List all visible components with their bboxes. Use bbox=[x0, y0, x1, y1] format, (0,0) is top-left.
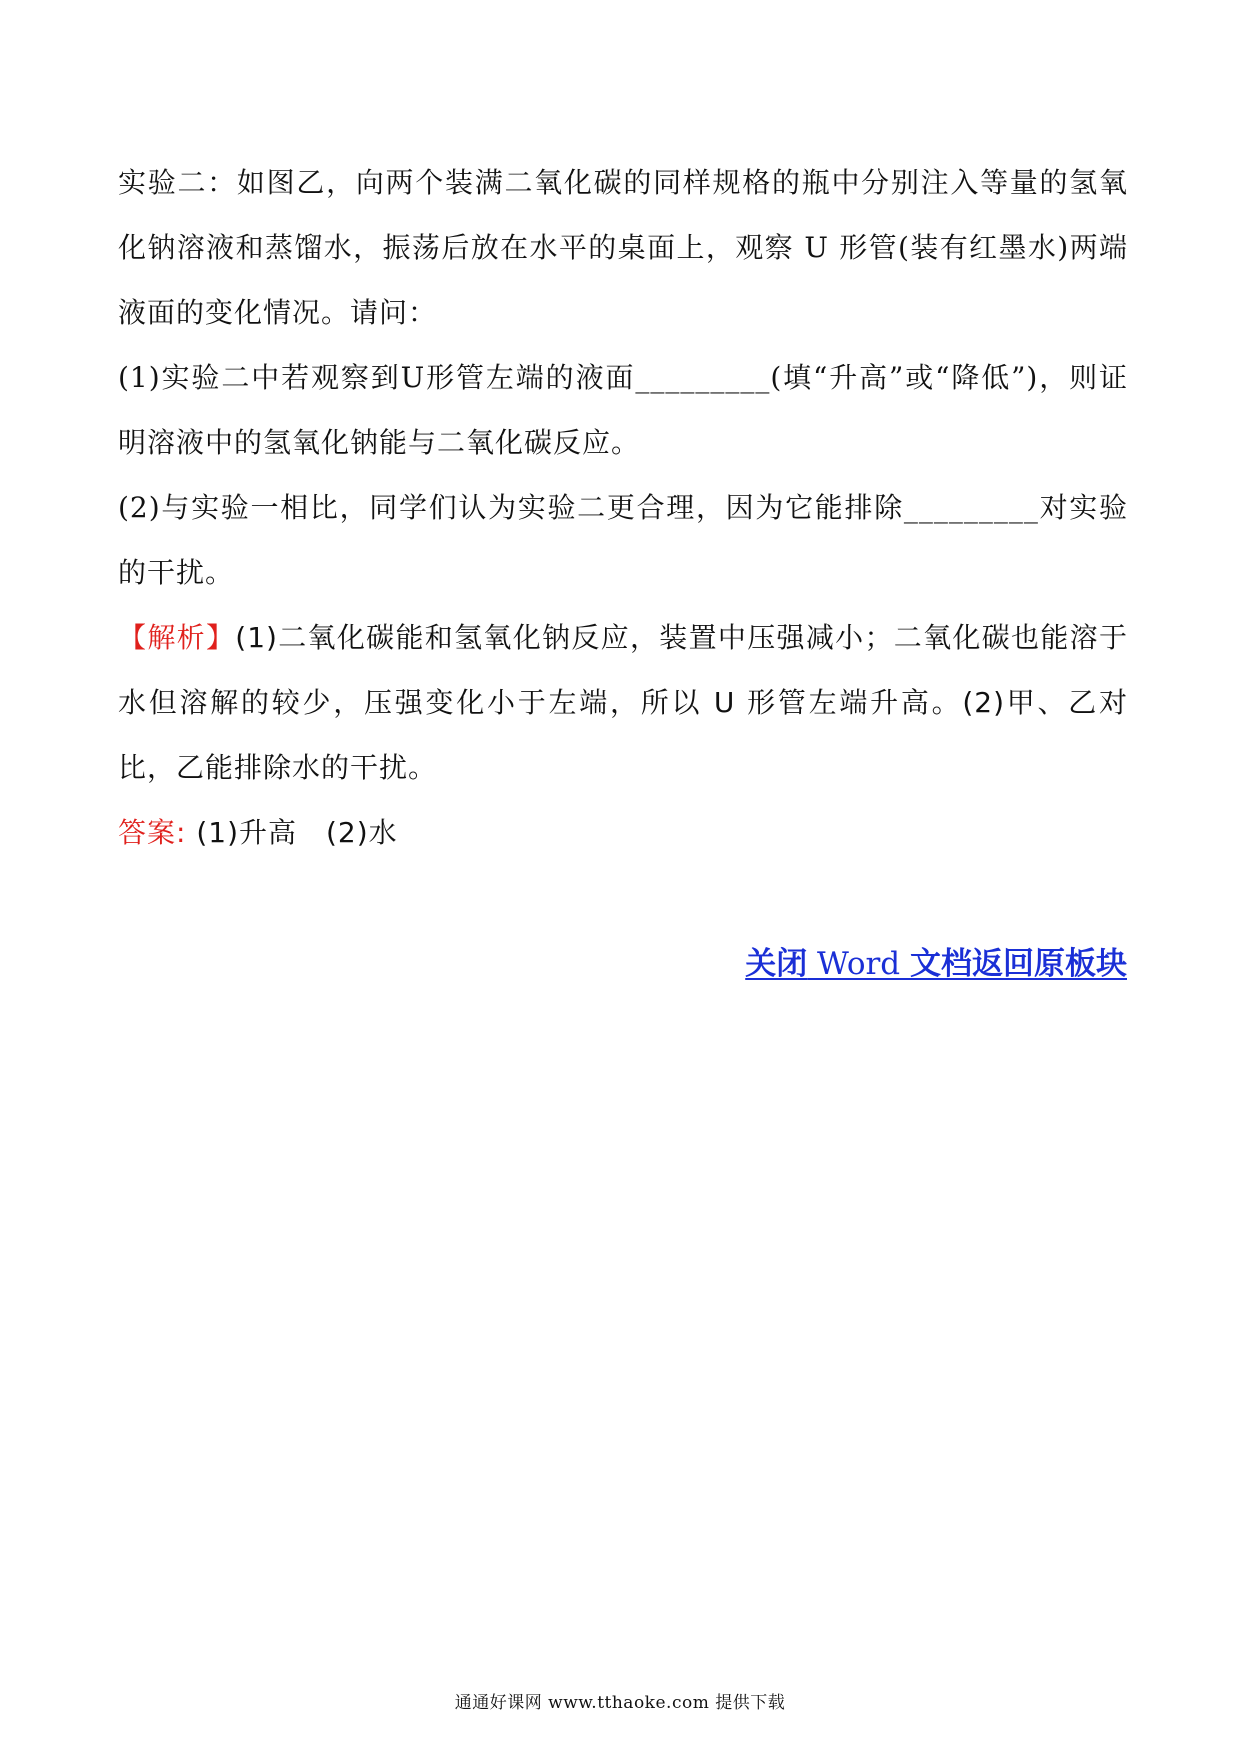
question-1-paragraph: (1)实验二中若观察到U形管左端的液面_________(填“升高”或“降低”)，则证明溶液中的氢氧化钠能与二氧化碳反应。 bbox=[118, 361, 1128, 459]
analysis-text: (1)二氧化碳能和氢氧化钠反应，装置中压强减小；二氧化碳也能溶于水但溶解的较少，压强变化小于左端，所以 U 形管左端升高。(2)甲、乙对比，乙能排除水的干扰。 bbox=[118, 621, 1128, 784]
document-content bbox=[118, 150, 1128, 865]
link-text-word: Word bbox=[807, 946, 910, 982]
page-footer: 通通好课网 www.tthaoke.com 提供下载 bbox=[454, 1693, 786, 1713]
link-text-part3: 文档返回原板块 bbox=[910, 946, 1127, 982]
answer-text: (1)升高 (2)水 bbox=[186, 816, 398, 849]
close-word-link-row bbox=[745, 938, 1127, 983]
analysis-label: 【解析】 bbox=[118, 621, 236, 654]
close-word-return-link[interactable] bbox=[745, 946, 1127, 982]
experiment2-paragraph: 实验二：如图乙，向两个装满二氧化碳的同样规格的瓶中分别注入等量的氢氧化钠溶液和蒸馏水，振荡后放在水平的桌面上，观察 U 形管(装有红墨水)两端液面的变化情况。请问： bbox=[118, 166, 1128, 329]
link-text-part1: 关闭 bbox=[745, 946, 808, 982]
analysis-paragraph bbox=[118, 605, 1128, 800]
answer-label: 答案: bbox=[118, 816, 187, 849]
question-2-paragraph: (2)与实验一相比，同学们认为实验二更合理，因为它能排除_________对实验的干扰。 bbox=[118, 491, 1128, 589]
answer-paragraph bbox=[118, 800, 1128, 865]
